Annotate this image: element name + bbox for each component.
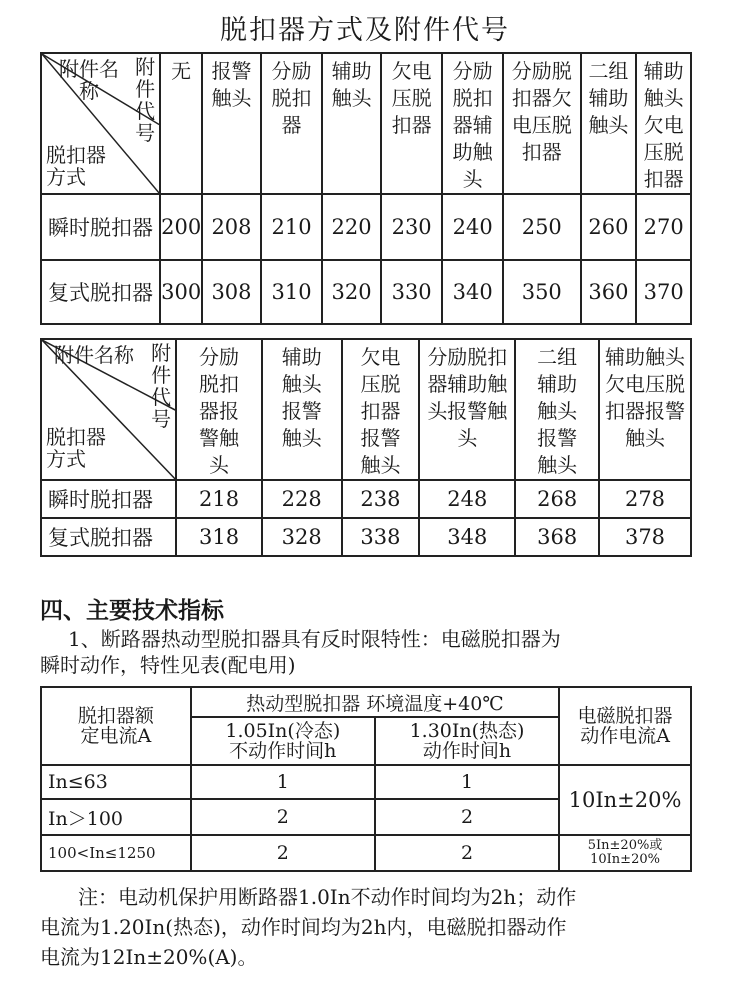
table1-header: 辅助触头欠电压脱扣器	[636, 53, 691, 194]
note-line-3: 电流为12In±20%(A)。	[40, 945, 258, 969]
page-title: 脱扣器方式及附件代号	[220, 15, 510, 46]
code-cell: 218	[176, 480, 262, 518]
table1-header: 分励脱扣器	[261, 53, 323, 194]
code-cell: 350	[503, 260, 581, 324]
cold-state-header: 1.05In(冷态) 不动作时间h	[191, 717, 375, 765]
code-cell: 340	[442, 260, 503, 324]
table2-corner-accessory-code: 附件代号	[151, 341, 172, 431]
table-row	[41, 518, 691, 556]
table2-header: 欠电压脱扣器报警触头	[342, 339, 420, 480]
code-cell: 268	[515, 480, 599, 518]
section-heading: 四、主要技术指标	[40, 598, 224, 624]
table2-header: 分励脱扣器辅助触头报警触头	[419, 339, 515, 480]
code-cell: 300	[160, 260, 202, 324]
code-cell: 240	[442, 194, 503, 260]
rated-current-cell: In≤63	[41, 765, 191, 799]
cold-time-cell: 2	[191, 835, 375, 871]
table1-header: 分励脱扣器辅助触头	[442, 53, 503, 194]
table3-header-row	[41, 687, 691, 717]
rated-current-cell: In＞100	[41, 799, 191, 835]
code-cell: 248	[419, 480, 515, 518]
rated-current-cell: 100<In≤1250	[41, 835, 191, 871]
electromagnetic-release-header: 电磁脱扣器 动作电流A	[559, 687, 691, 765]
code-cell: 318	[176, 518, 262, 556]
table2-corner-cell	[41, 339, 176, 480]
trip-characteristics-table	[40, 686, 692, 872]
thermal-release-header: 热动型脱扣器 环境温度+40℃	[191, 687, 559, 717]
table2-header-row	[41, 339, 691, 480]
hot-time-cell: 1	[375, 765, 559, 799]
row-label: 复式脱扣器	[41, 260, 160, 324]
rated-current-header: 脱扣器额 定电流A	[41, 687, 191, 765]
code-cell: 360	[581, 260, 637, 324]
accessory-code-table-2	[40, 338, 692, 557]
table2-header: 辅助触头报警触头	[262, 339, 342, 480]
row-label: 瞬时脱扣器	[41, 194, 160, 260]
code-cell: 238	[342, 480, 420, 518]
hot-time-cell: 2	[375, 799, 559, 835]
code-cell: 338	[342, 518, 420, 556]
table-row	[41, 765, 691, 799]
code-cell: 250	[503, 194, 581, 260]
code-cell: 260	[581, 194, 637, 260]
table-row	[41, 194, 691, 260]
table1-header-row	[41, 53, 691, 194]
code-cell: 208	[202, 194, 261, 260]
table-row	[41, 835, 691, 871]
table1-header: 二组辅助触头	[581, 53, 637, 194]
table1-header: 欠电压脱扣器	[381, 53, 443, 194]
table1-header: 分励脱扣器欠电压脱扣器	[503, 53, 581, 194]
table1-header: 辅助触头	[322, 53, 381, 194]
table2-header: 分励脱扣器报警触头	[176, 339, 262, 480]
code-cell: 200	[160, 194, 202, 260]
em-current-cell: 10In±20%	[559, 765, 691, 835]
intro-line-2: 瞬时动作，特性见表(配电用)	[40, 653, 296, 677]
table2-corner-release-mode: 脱扣器方式	[46, 425, 106, 471]
table2-corner-accessory-name: 附件名称	[54, 343, 134, 367]
hot-time-cell: 2	[375, 835, 559, 871]
table2-header: 辅助触头欠电压脱扣器报警触头	[599, 339, 691, 480]
note-line-2: 电流为1.20In(热态)，动作时间均为2h内，电磁脱扣器动作	[40, 915, 567, 939]
cold-time-cell: 2	[191, 799, 375, 835]
code-cell: 378	[599, 518, 691, 556]
code-cell: 368	[515, 518, 599, 556]
table-row	[41, 260, 691, 324]
em-current-alt-cell: 5In±20%或 10In±20%	[559, 835, 691, 871]
table1-header: 无	[160, 53, 202, 194]
code-cell: 328	[262, 518, 342, 556]
code-cell: 370	[636, 260, 691, 324]
cold-time-cell: 1	[191, 765, 375, 799]
code-cell: 320	[322, 260, 381, 324]
table1-corner-cell	[41, 53, 160, 194]
code-cell: 230	[381, 194, 443, 260]
code-cell: 220	[322, 194, 381, 260]
accessory-code-table-1	[40, 52, 692, 325]
table1-corner-accessory-code: 附件代号	[135, 55, 156, 145]
code-cell: 348	[419, 518, 515, 556]
row-label: 复式脱扣器	[41, 518, 176, 556]
intro-line-1: 1、断路器热动型脱扣器具有反时限特性：电磁脱扣器为	[68, 627, 561, 651]
table1-corner-accessory-name: 附件名称	[59, 57, 119, 103]
code-cell: 278	[599, 480, 691, 518]
table1-corner-release-mode: 脱扣器方式	[46, 143, 106, 189]
table-row	[41, 480, 691, 518]
code-cell: 270	[636, 194, 691, 260]
code-cell: 330	[381, 260, 443, 324]
code-cell: 308	[202, 260, 261, 324]
table2-header: 二组辅助触头报警触头	[515, 339, 599, 480]
hot-state-header: 1.30In(热态) 动作时间h	[375, 717, 559, 765]
code-cell: 228	[262, 480, 342, 518]
table1-header: 报警触头	[202, 53, 261, 194]
code-cell: 210	[261, 194, 323, 260]
note-line-1: 注：电动机保护用断路器1.0In不动作时间均为2h；动作	[78, 885, 577, 909]
code-cell: 310	[261, 260, 323, 324]
row-label: 瞬时脱扣器	[41, 480, 176, 518]
